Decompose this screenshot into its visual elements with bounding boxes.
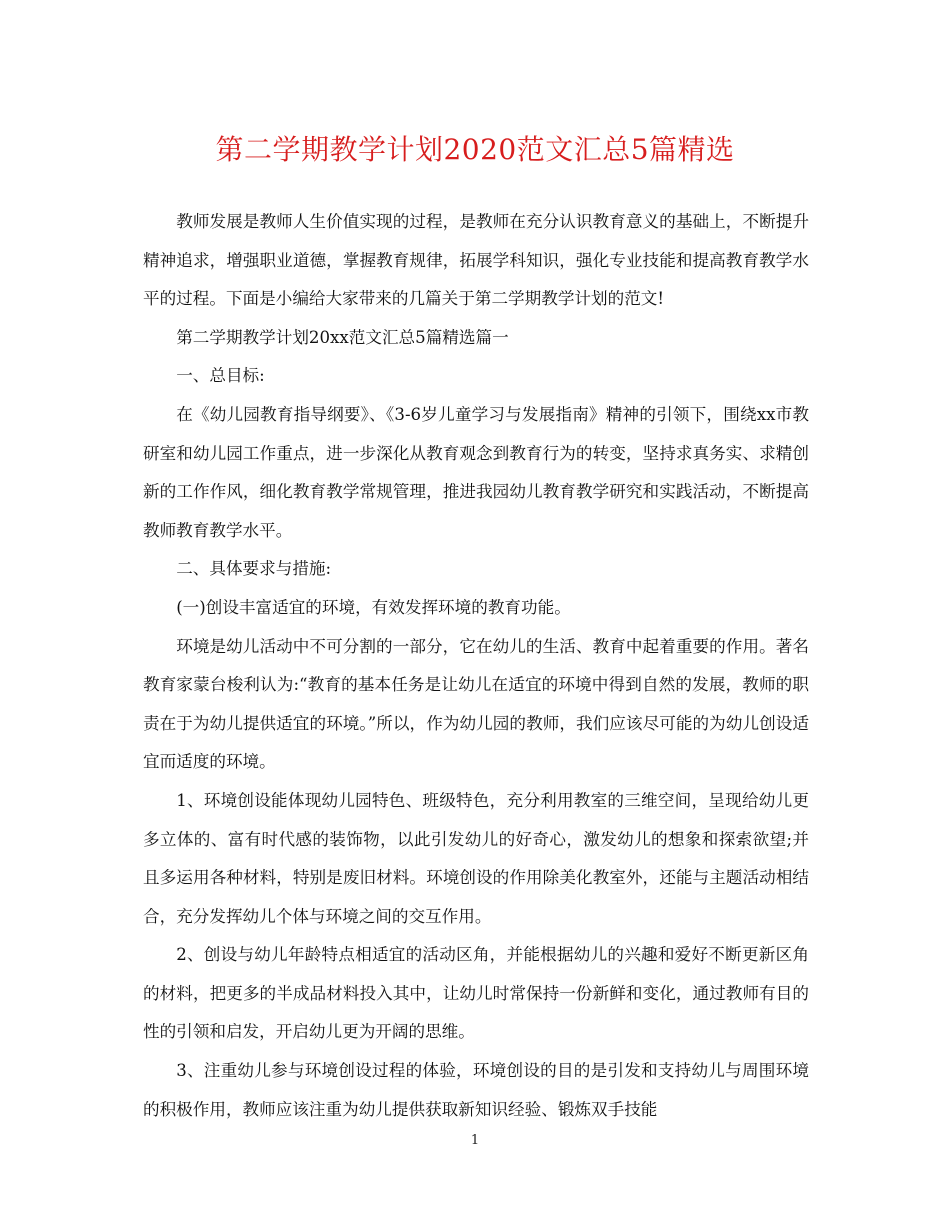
paragraph-item-1: 1、环境创设能体现幼儿园特色、班级特色，充分利用教室的三维空间，呈现给幼儿更多立体的、富有时代感的装饰物，以此引发幼儿的好奇心，激发幼儿的想象和探索欲望;并且多运用各种材料，特别是废旧材料。环境创设的作用除美化教室外，还能与主题活动相结合，充分发挥幼儿个体与环境之间的交互作用。 [143, 790, 809, 926]
paragraph-goal: 在《幼儿园教育指导纲要》、《3-6岁儿童学习与发展指南》精神的引领下，围绕xx市教研室和幼儿园工作重点，进一步深化从教育观念到教育行为的转变，坚持求真务实、求精创新的工作作风，细化教育教学常规管理，推进我园幼儿教育教学研究和实践活动，不断提高教师教育教学水平。 [143, 404, 809, 540]
paragraph-item-3: 3、注重幼儿参与环境创设过程的体验，环境创设的目的是引发和支持幼儿与周围环境的积极作用，教师应该注重为幼儿提供获取新知识经验、锻炼双手技能 [143, 1061, 809, 1119]
page-number: 1 [470, 1133, 480, 1148]
paragraph-intro: 教师发展是教师人生价值实现的过程，是教师在充分认识教育意义的基础上，不断提升精神追求，增强职业道德，掌握教育规律，拓展学科知识，强化专业技能和提高教育教学水平的过程。下面是小编给大家带来的几篇关于第二学期教学计划的范文! [143, 212, 809, 309]
section-heading: 第二学期教学计划20xx范文汇总5篇精选篇一 [176, 327, 509, 347]
paragraph-environment: 环境是幼儿活动中不可分割的一部分，它在幼儿的生活、教育中起着重要的作用。著名教育家蒙台梭利认为:“教育的基本任务是让幼儿在适宜的环境中得到自然的发展，教师的职责在于为幼儿提供适宜的环境。”所以，作为幼儿园的教师，我们应该尽可能的为幼儿创设适宜而适度的环境。 [143, 636, 809, 772]
document-title: 第二学期教学计划2020范文汇总5篇精选 [215, 133, 735, 166]
document-body [143, 203, 809, 1129]
heading-requirements: 二、具体要求与措施: [176, 559, 332, 579]
subheading-environment: (一)创设丰富适宜的环境，有效发挥环境的教育功能。 [176, 597, 571, 617]
paragraph-item-2: 2、创设与幼儿年龄特点相适宜的活动区角，并能根据幼儿的兴趣和爱好不断更新区角的材料，把更多的半成品材料投入其中，让幼儿时常保持一份新鲜和变化，通过教师有目的性的引领和启发，开启幼儿更为开阔的思维。 [143, 945, 809, 1042]
heading-general-goal: 一、总目标: [176, 366, 265, 386]
